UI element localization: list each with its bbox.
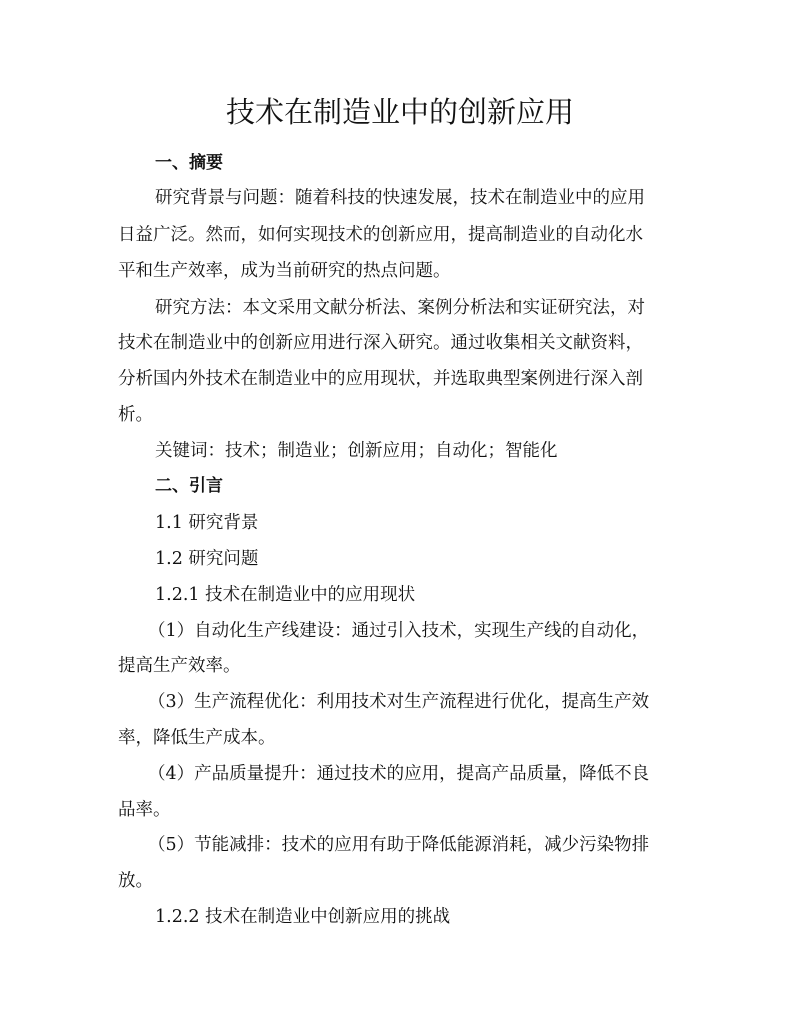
abstract-bg-line-1: 研究背景与问题：随着科技的快速发展，技术在制造业中的应用 [155, 188, 645, 208]
abstract-method-line-2: 技术在制造业中的创新应用进行深入研究。通过收集相关文献资料， [118, 333, 643, 353]
item-1-line-1: （1）自动化生产线建设：通过引入技术，实现生产线的自动化， [148, 621, 650, 641]
section-1-2-1: 1.2.1 技术在制造业中的应用现状 [155, 585, 416, 605]
intro-heading: 二、引言 [155, 476, 223, 496]
abstract-method-line-3: 分析国内外技术在制造业中的应用现状，并选取典型案例进行深入剖 [118, 369, 643, 389]
abstract-bg-line-3: 平和生产效率，成为当前研究的热点问题。 [118, 261, 451, 281]
section-1-1: 1.1 研究背景 [155, 513, 259, 533]
page-title: 技术在制造业中的创新应用 [225, 95, 574, 129]
abstract-method-line-1: 研究方法：本文采用文献分析法、案例分析法和实证研究法，对 [155, 298, 645, 318]
item-4-line-1: （4）产品质量提升：通过技术的应用，提高产品质量，降低不良 [148, 764, 650, 784]
abstract-heading: 一、摘要 [155, 153, 223, 173]
section-1-2: 1.2 研究问题 [155, 549, 259, 569]
abstract-bg-line-2: 日益广泛。然而，如何实现技术的创新应用，提高制造业的自动化水 [118, 225, 643, 245]
item-3-line-1: （3）生产流程优化：利用技术对生产流程进行优化，提高生产效 [148, 692, 650, 712]
keywords: 关键词：技术；制造业；创新应用；自动化；智能化 [155, 441, 558, 461]
item-1-line-2: 提高生产效率。 [118, 656, 241, 676]
abstract-method-line-4: 析。 [118, 405, 153, 425]
item-5-line-2: 放。 [118, 871, 153, 891]
section-1-2-2: 1.2.2 技术在制造业中创新应用的挑战 [155, 907, 451, 927]
item-3-line-2: 率，降低生产成本。 [118, 728, 276, 748]
item-5-line-1: （5）节能减排：技术的应用有助于降低能源消耗，减少污染物排 [148, 835, 650, 855]
item-4-line-2: 品率。 [118, 800, 171, 820]
